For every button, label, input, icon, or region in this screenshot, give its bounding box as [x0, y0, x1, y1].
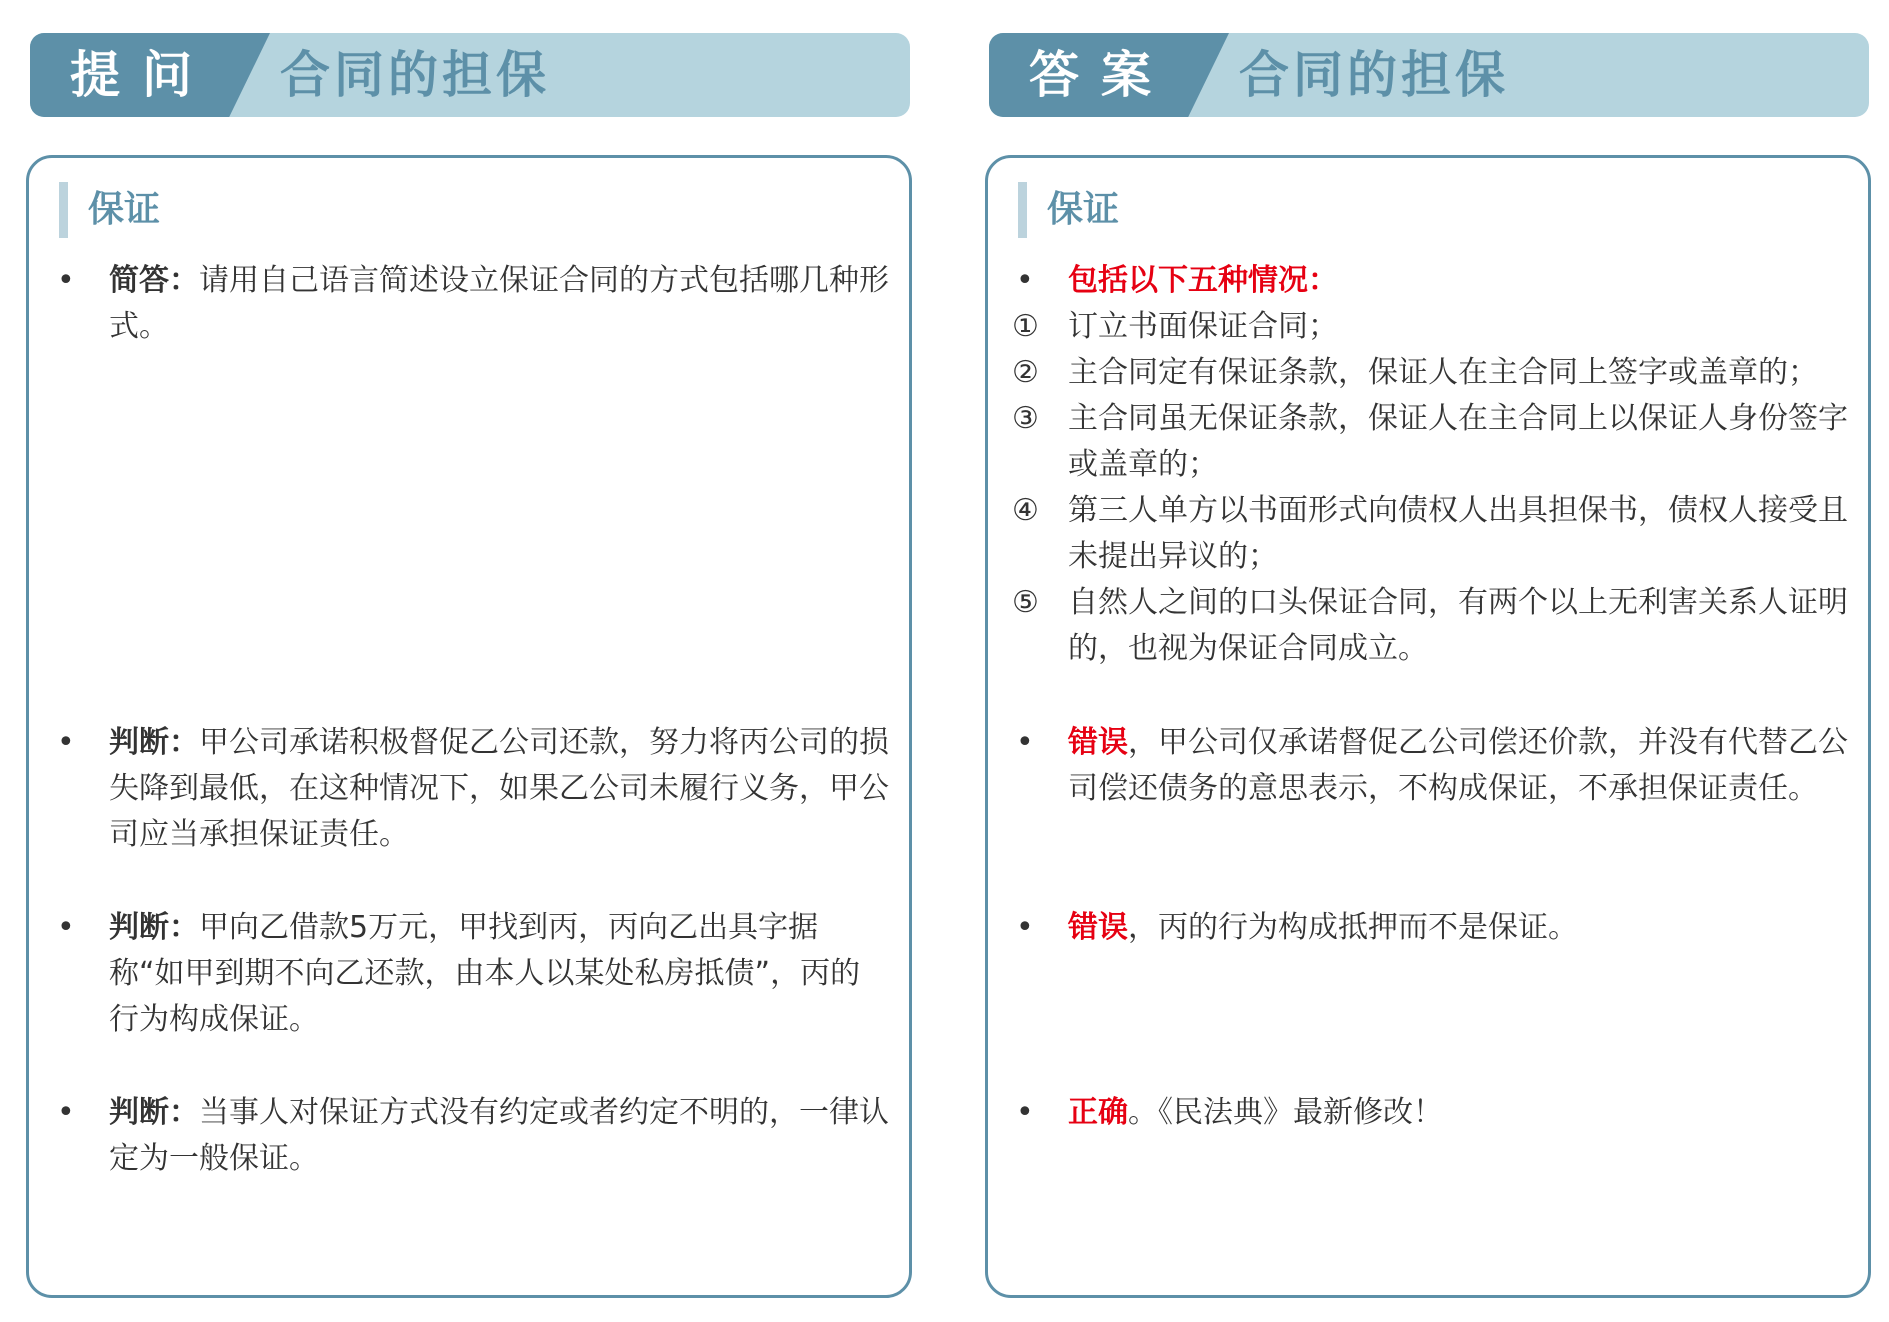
question-title: 合同的担保	[280, 46, 550, 104]
answer-verdict: 正确	[1068, 1095, 1128, 1130]
circled-number: ③	[1012, 401, 1039, 436]
circled-number: ①	[1012, 309, 1039, 344]
answer-explanation: ，甲公司仅承诺督促乙公司偿还价款，并没有代替乙公司偿还债务的意思表示，不构成保证，不承担保证责任。	[1068, 725, 1848, 806]
answer-explanation: 。《民法典》最新修改！	[1128, 1095, 1443, 1130]
question-item-type: 判断：	[109, 910, 199, 945]
bullet-icon: •	[57, 910, 75, 945]
question-item-text: 当事人对保证方式没有约定或者约定不明的，一律认定为一般保证。	[109, 1095, 889, 1176]
bullet-icon: •	[1016, 1095, 1034, 1130]
answer-title: 合同的担保	[1239, 46, 1509, 104]
bullet-icon: •	[1016, 263, 1034, 298]
question-item-text: 甲向乙借款5万元，甲找到丙，丙向乙出具字据称“如甲到期不向乙还款，由本人以某处私房抵债”，丙的行为构成保证。	[109, 910, 861, 1037]
circled-number: ④	[1012, 493, 1039, 528]
answer-section-heading: 保证	[1018, 182, 1119, 238]
answer-tag: 答案	[1029, 46, 1173, 104]
answer-card: 保证 • 包括以下五种情况： ① 订立书面保证合同； ② 主合同定有保证条款，保证人在主合同上签字或盖章的； ③ 主合同虽无保证条款，保证人在主合同上以保证人身份签字或盖章的； ④ 第三人单方以书面形式向债权人出具担保书，债权人接受且未提出异议的； ⑤ 自然人之间的口头保证合同，有两个以上无利害关系人证明的，也视为保证合同成立。 • 错误，甲公司仅承诺督促乙公司偿还价款，并没有代替乙公司偿还债务的意思表示，不构成保证，不承担保证责任。 • 错误，丙的行为构成抵押而不是保证。 • 正确。《民法典》最新修改！	[985, 155, 1871, 1298]
answer-explanation: ，丙的行为构成抵押而不是保证。	[1128, 910, 1578, 945]
answer-banner	[989, 33, 1869, 117]
answer-verdict: 错误	[1068, 725, 1128, 760]
circled-number: ⑤	[1012, 585, 1039, 620]
question-section-heading: 保证	[59, 182, 160, 238]
answer-panel	[985, 0, 1871, 1322]
answer-verdict: 错误	[1068, 910, 1128, 945]
bullet-icon: •	[57, 1095, 75, 1130]
question-item-type: 简答：	[109, 263, 199, 298]
question-item-text: 甲公司承诺积极督促乙公司还款，努力将丙公司的损失降到最低，在这种情况下，如果乙公司未履行义务，甲公司应当承担保证责任。	[109, 725, 889, 852]
question-item-type: 判断：	[109, 1095, 199, 1130]
answer-step-text: 主合同定有保证条款，保证人在主合同上签字或盖章的；	[1068, 355, 1818, 390]
answer-step-text: 主合同虽无保证条款，保证人在主合同上以保证人身份签字或盖章的；	[1068, 401, 1848, 482]
question-tag: 提问	[70, 46, 214, 104]
bullet-icon: •	[1016, 910, 1034, 945]
question-panel	[26, 0, 912, 1322]
bullet-icon: •	[57, 725, 75, 760]
question-item-type: 判断：	[109, 725, 199, 760]
answer-step-text: 订立书面保证合同；	[1068, 309, 1338, 344]
answer-step-text: 第三人单方以书面形式向债权人出具担保书，债权人接受且未提出异议的；	[1068, 493, 1848, 574]
question-banner	[30, 33, 910, 117]
bullet-icon: •	[1016, 725, 1034, 760]
question-item-text: 请用自己语言简述设立保证合同的方式包括哪几种形式。	[109, 263, 889, 344]
bullet-icon: •	[57, 263, 75, 298]
question-card	[26, 155, 912, 1298]
circled-number: ②	[1012, 355, 1039, 390]
answer-step-text: 自然人之间的口头保证合同，有两个以上无利害关系人证明的，也视为保证合同成立。	[1068, 585, 1848, 666]
